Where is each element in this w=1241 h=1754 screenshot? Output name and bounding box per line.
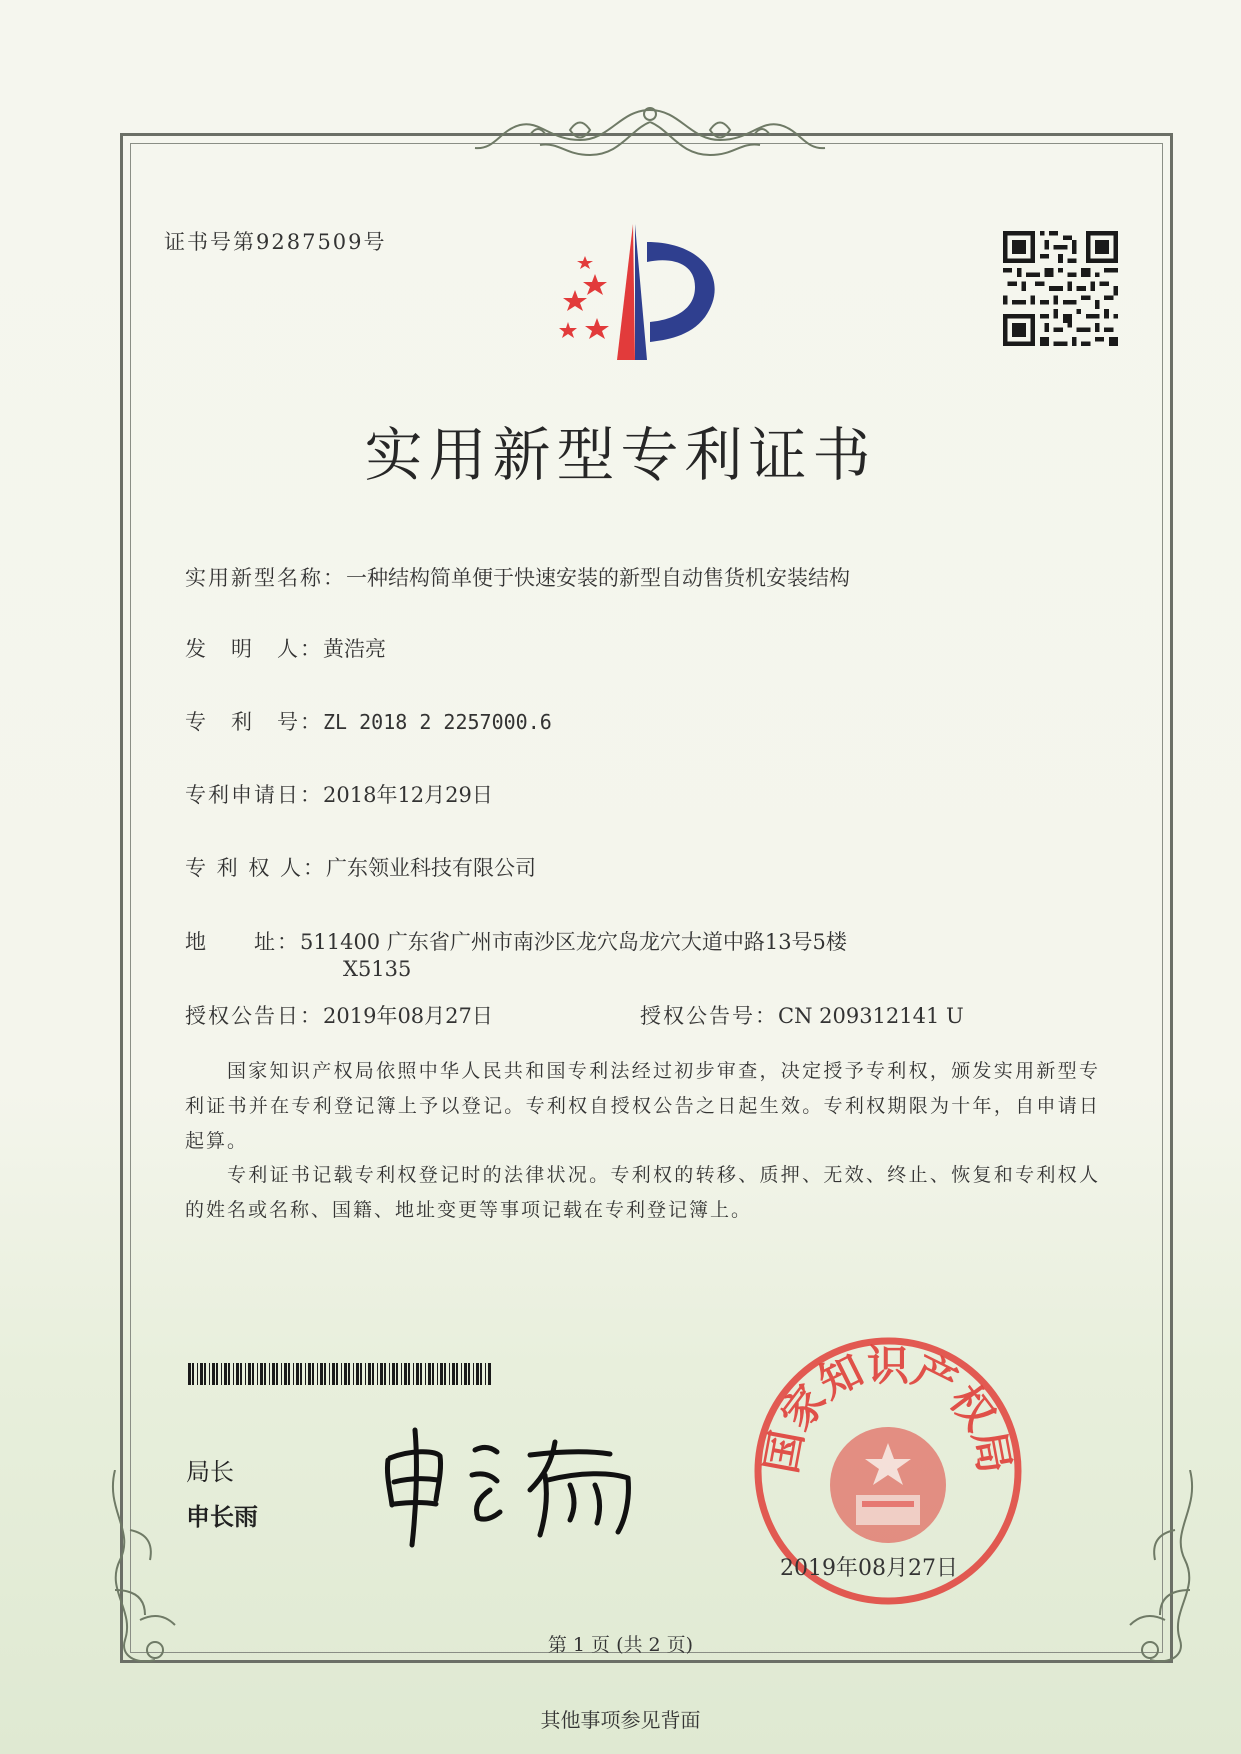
row-patentee: [185, 852, 536, 882]
seal-date: 2019年08月27日: [780, 1556, 958, 1581]
qr-code-icon: [1003, 231, 1118, 346]
address-label: 地 址：: [185, 930, 300, 954]
patentee-label: 专 利 权 人：: [185, 856, 327, 880]
row-patent-number: [185, 706, 552, 736]
utility-model-name-value: 一种结构简单便于快速安装的新型自动售货机安装结构: [346, 566, 850, 590]
seal-text: 国家知识产权局: [756, 1341, 1020, 1477]
row-filing-date: [185, 779, 493, 809]
see-back-note: 其他事项参见背面: [540, 1708, 701, 1732]
row-utility-model-name: [185, 562, 850, 592]
certificate-title: 实用新型专利证书: [364, 421, 877, 489]
cnipa-emblem-icon: [555, 222, 745, 362]
filing-date-label: 专利申请日：: [185, 783, 323, 807]
barcode-icon: [188, 1363, 492, 1385]
director-name: 申长雨: [186, 1503, 258, 1531]
grant-date-value: 2019年08月27日: [323, 1004, 493, 1028]
paragraph-legal-status: 专利证书记载专利权登记时的法律状况。专利权的转移、质押、无效、终止、恢复和专利权人的姓名或名称、国籍、地址变更等事项记载在专利登记簿上。: [185, 1164, 1100, 1221]
utility-model-name-label: 实用新型名称：: [185, 566, 346, 590]
patent-number-label: 专 利 号：: [185, 710, 323, 734]
row-grant-number: [640, 1000, 964, 1030]
page-indicator: 第 1 页 (共 2 页): [547, 1634, 694, 1656]
patent-number-value: ZL 2018 2 2257000.6: [323, 710, 552, 734]
grant-number-value: CN 209312141 U: [778, 1004, 964, 1028]
inventor-value: 黄浩亮: [323, 637, 386, 661]
filing-date-value: 2018年12月29日: [323, 783, 493, 807]
patentee-value: 广东领业科技有限公司: [326, 856, 537, 880]
grant-number-label: 授权公告号：: [640, 1004, 778, 1028]
grant-date-label: 授权公告日：: [185, 1004, 323, 1028]
director-title: 局长: [186, 1458, 234, 1486]
paragraph-grant-statement: 国家知识产权局依照中华人民共和国专利法经过初步审查，决定授予专利权，颁发实用新型专利证书并在专利登记簿上予以登记。专利权自授权公告之日起生效。专利权期限为十年，自申请日起算。: [185, 1060, 1100, 1152]
inventor-label: 发 明 人：: [185, 637, 323, 661]
row-inventor: [185, 633, 386, 663]
top-ornament-icon: [470, 100, 830, 170]
address-value-line-2: X5135: [343, 957, 412, 981]
director-signature: [380, 1420, 645, 1550]
certificate-number: 证书号第9287509号: [164, 230, 387, 254]
row-grant-date: [185, 1000, 493, 1030]
row-address: [185, 926, 847, 956]
address-value: 511400 广东省广州市南沙区龙穴岛龙穴大道中路13号5楼: [300, 930, 847, 954]
